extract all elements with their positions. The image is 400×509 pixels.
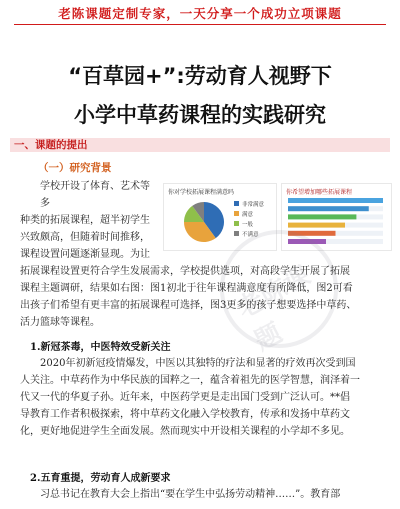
legend-swatch: [234, 231, 239, 236]
intro-line: 兴致颇高，但随着时间推移，: [20, 232, 150, 243]
intro-line: 课程设置问题逐渐显现。为让: [20, 249, 150, 260]
heading-covid: 1.新冠茶毒，中医特效受新关注: [30, 342, 171, 353]
para-line: 人关注。中草药作为中华民族的国粹之一，蕴含着祖先的医学智慧，润泽着一: [20, 375, 360, 386]
bar: [288, 198, 383, 203]
para-line: 代又一代的华夏子孙。近年来，中医药学更是走出国门受到广泛认可。**倡: [20, 392, 350, 403]
heading-labor: 2.五育重提，劳动育人成新要求: [30, 473, 171, 484]
figure1-title: 你对学校拓展课程满意吗: [168, 189, 235, 196]
bar: [288, 206, 369, 211]
banner-divider: [14, 24, 386, 25]
para-line: 习总书记在教育大会上指出“要在学生中弘扬劳动精神……”。教育部: [40, 489, 341, 500]
labor-paragraph: [20, 486, 382, 503]
para-line: 化，更好地促进学生全面发展。然而现实中开设相关课程的小学却不多见。: [20, 426, 350, 437]
legend-swatch: [234, 211, 239, 216]
legend-label: 满意: [242, 212, 254, 218]
para-line: 2020年初新冠疫情爆发，中医以其独特的疗法和显著的疗效再次受到国: [40, 358, 356, 369]
section-heading-bar: [10, 138, 390, 152]
section-heading: 一、课题的提出: [14, 139, 88, 151]
para-line: 导教育工作者积极探索，将中草药文化融入学校教育，传承和发扬中草药文: [20, 409, 350, 420]
covid-paragraph: [20, 355, 382, 440]
watermark-text: 老陈课题: [232, 261, 316, 357]
promo-banner: 老陈课题定制专家，一天分享一个成功立项课题: [58, 6, 342, 21]
legend-label: 非常满意: [242, 202, 265, 208]
title-line-1: “百草园+”:劳动育人视野下: [68, 64, 332, 88]
legend-swatch: [234, 201, 239, 206]
intro-line: 种类的拓展课程，超半初学生: [20, 215, 150, 226]
subsection-heading: （一）研究背景: [38, 162, 112, 174]
bar: [288, 214, 356, 219]
legend-label: 不满意: [242, 232, 259, 238]
bar: [288, 223, 345, 228]
para-line: 拓展课程设置更符合学生发展需求，学校提供选项，对高段学生开展了拓展: [20, 266, 350, 277]
figure2-title: 你希望增加哪些拓展课程: [286, 189, 353, 196]
background-paragraph: [20, 263, 382, 331]
title-line-2: 小学中草药课程的实践研究: [74, 103, 326, 127]
para-line: 出孩子们希望有更丰富的拓展课程可选择，图3更多的孩子想要选择中草药、: [20, 300, 357, 311]
legend-label: 一般: [242, 222, 254, 228]
intro-paragraph: [20, 178, 155, 263]
para-line: 课程主题调研，结果如右图：图1初北于往年课程满意度有所降低，图2可看: [20, 283, 353, 294]
legend-swatch: [234, 221, 239, 226]
para-line: 活力篮球等课程。: [20, 317, 100, 328]
intro-line: 学校开设了体育、艺术等多: [40, 181, 150, 209]
